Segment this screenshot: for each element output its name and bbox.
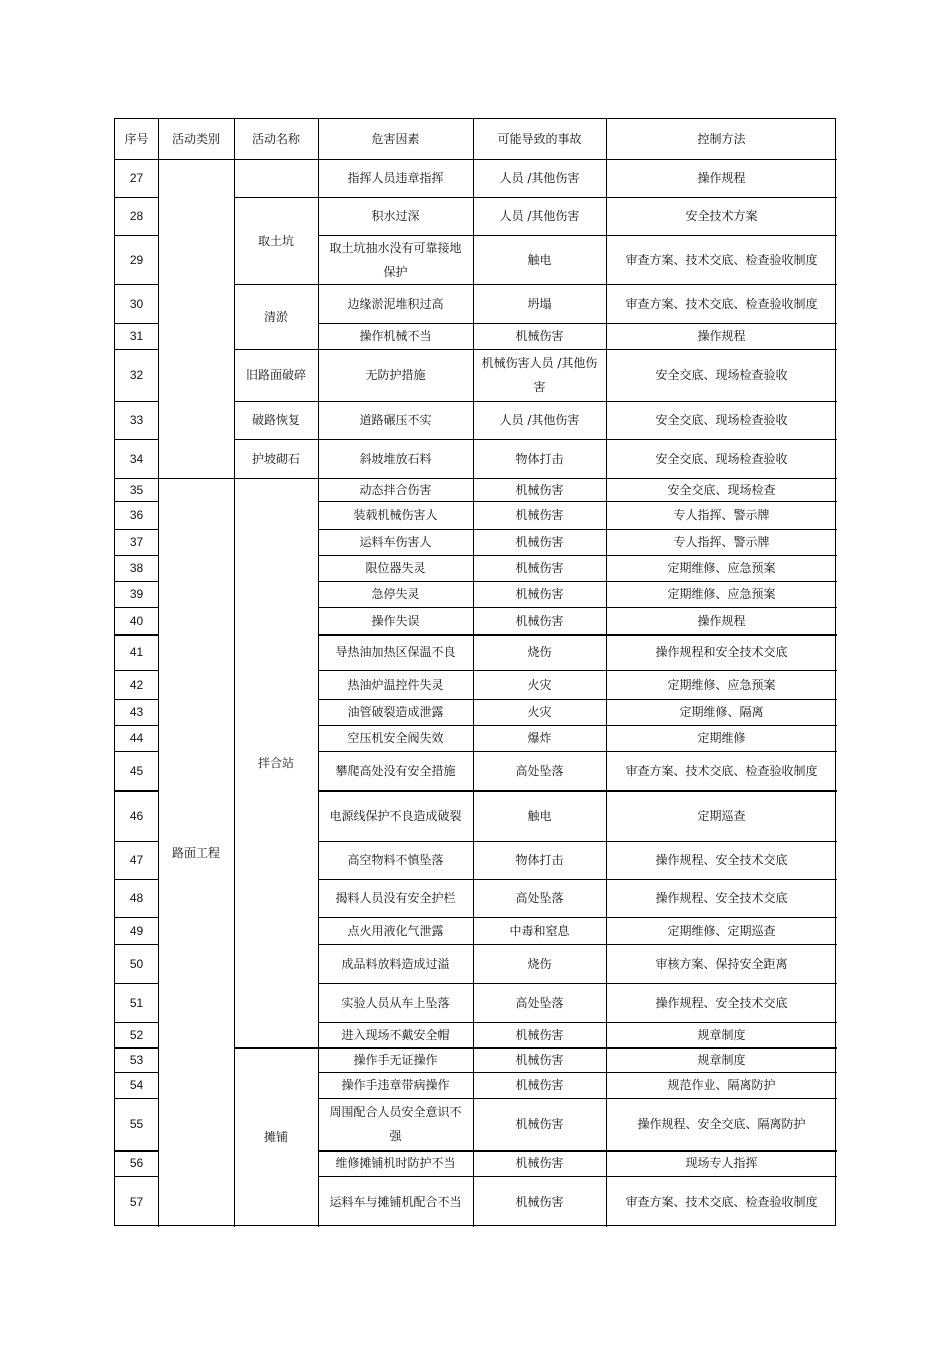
table-rule (318, 1150, 837, 1152)
row-accident: 机械伤害 (515, 1052, 564, 1067)
table-rule (318, 841, 837, 842)
table-rule (158, 478, 234, 479)
table-rule (115, 634, 158, 636)
table-rule (115, 670, 158, 671)
row-hazard: 边缘淤泥堆积过高 (347, 296, 444, 311)
activity-cell: 清淤 (263, 309, 288, 324)
row-accident: 烧伤 (527, 645, 552, 659)
row-control: 规范作业、隔离防护 (667, 1078, 776, 1092)
row-no: 54 (129, 1078, 144, 1092)
table-rule (115, 944, 158, 945)
row-no: 52 (129, 1027, 144, 1042)
row-control: 专人指挥、警示牌 (673, 535, 770, 549)
activity-cell: 旧路面破碎 (245, 368, 306, 382)
row-accident: 爆炸 (527, 731, 552, 745)
row-no: 37 (129, 535, 144, 549)
row-hazard: 揭料人员没有安全护栏 (335, 891, 456, 905)
row-hazard: 操作失误 (371, 613, 420, 628)
table-rule (234, 284, 318, 285)
table-rule (234, 1047, 318, 1049)
category-cell: 路面工程 (171, 845, 220, 860)
row-accident: 触电 (527, 252, 552, 267)
row-no: 53 (129, 1052, 144, 1067)
table-rule (115, 501, 158, 502)
row-no: 46 (129, 808, 144, 823)
table-rule (318, 1072, 837, 1073)
row-no: 27 (129, 171, 144, 185)
row-control: 定期维修、应急预案 (667, 677, 776, 692)
table-rule (234, 401, 318, 402)
row-control: 操作规程、安全技术交底 (655, 995, 788, 1010)
row-no: 34 (129, 451, 144, 466)
row-control: 审查方案、技术交底、检查验收制度 (625, 763, 818, 778)
row-hazard: 操作手无证操作 (353, 1052, 438, 1067)
row-no: 28 (129, 209, 144, 223)
row-no: 45 (129, 763, 144, 778)
table-rule (606, 119, 607, 1227)
table-rule (115, 581, 158, 582)
row-hazard: 空压机安全阀失效 (347, 731, 444, 745)
table-rule (234, 439, 318, 440)
table-rule (318, 634, 837, 636)
table-rule (473, 119, 474, 1227)
row-control: 审查方案、技术交底、检查验收制度 (625, 1194, 818, 1209)
row-no: 33 (129, 413, 144, 427)
category-cell (158, 159, 234, 478)
row-accident: 火灾 (527, 677, 552, 692)
activity-cell (234, 159, 318, 197)
row-hazard: 高空物料不慎坠落 (347, 853, 444, 867)
row-no: 43 (129, 705, 144, 719)
table-rule (115, 790, 158, 792)
row-accident: 机械伤害 (515, 1078, 564, 1092)
row-accident: 机械伤害人员 /其他伤害 (481, 356, 598, 394)
row-no: 57 (129, 1194, 144, 1209)
row-hazard: 进入现场不戴安全帽 (341, 1027, 450, 1042)
table-rule (115, 917, 158, 918)
row-accident: 机械伤害 (515, 1194, 564, 1209)
table-rule (318, 401, 837, 402)
table-rule (318, 323, 837, 324)
table-rule (115, 751, 158, 752)
table-rule (318, 1022, 837, 1023)
row-accident: 火灾 (527, 705, 552, 719)
activity-cell: 破路恢复 (251, 413, 300, 427)
row-no: 48 (129, 891, 144, 905)
row-accident: 机械伤害 (515, 587, 564, 601)
table-rule (318, 439, 837, 440)
row-accident: 人员 /其他伤害 (499, 171, 580, 185)
row-control: 操作规程 (697, 329, 746, 343)
table-rule (318, 983, 837, 984)
row-accident: 人员 /其他伤害 (499, 413, 580, 427)
row-accident: 机械伤害 (515, 508, 564, 522)
row-no: 41 (129, 645, 144, 659)
header-control: 控制方法 (697, 132, 746, 146)
table-rule (115, 699, 158, 700)
row-control: 操作规程、安全交底、隔离防护 (637, 1117, 806, 1131)
row-no: 39 (129, 587, 144, 601)
row-no: 36 (129, 508, 144, 522)
row-accident: 机械伤害 (515, 535, 564, 549)
activity-cell: 拌合站 (257, 755, 294, 770)
table-rule (318, 751, 837, 752)
row-no: 44 (129, 731, 144, 745)
row-accident: 烧伤 (527, 956, 552, 971)
table-rule (115, 235, 158, 236)
activity-cell: 护坡砌石 (251, 451, 300, 466)
row-control: 安全交底、现场检查验收 (655, 451, 788, 466)
row-hazard: 取土坑抽水没有可靠接地保护 (329, 240, 462, 279)
table-rule (318, 790, 837, 792)
row-accident: 物体打击 (515, 853, 564, 867)
header-category: 活动类别 (171, 132, 220, 146)
table-rule (115, 529, 158, 530)
row-no: 55 (129, 1117, 144, 1131)
row-hazard: 积水过深 (371, 209, 420, 223)
table-rule (318, 917, 837, 918)
table-rule (318, 879, 837, 880)
table-rule (115, 478, 158, 479)
row-control: 定期维修、应急预案 (667, 561, 776, 575)
table-rule (115, 439, 158, 440)
table-rule (115, 983, 158, 984)
row-control: 审查方案、技术交底、检查验收制度 (625, 252, 818, 267)
row-accident: 机械伤害 (515, 1117, 564, 1131)
table-rule (318, 119, 319, 1227)
table-rule (115, 1098, 158, 1099)
row-accident: 高处坠落 (515, 763, 564, 778)
table-rule (115, 284, 158, 285)
table-rule (115, 841, 158, 842)
table-rule (115, 1150, 158, 1152)
table-rule (318, 284, 837, 285)
row-no: 35 (129, 482, 144, 497)
row-control: 安全交底、现场检查 (667, 482, 776, 497)
row-control: 定期巡查 (697, 808, 746, 823)
table-rule (115, 401, 158, 402)
row-control: 定期维修 (697, 731, 746, 745)
row-control: 专人指挥、警示牌 (673, 508, 770, 522)
table-rule (318, 478, 837, 479)
table-rule (318, 197, 837, 198)
table-rule (318, 349, 837, 350)
row-hazard: 运料车与摊铺机配合不当 (329, 1194, 462, 1209)
row-hazard: 斜坡堆放石料 (359, 451, 432, 466)
row-no: 51 (129, 995, 144, 1010)
table-rule (318, 235, 837, 236)
row-no: 30 (129, 296, 144, 311)
row-hazard: 成品料放料造成过溢 (341, 956, 450, 971)
row-accident: 机械伤害 (515, 613, 564, 628)
table-rule (318, 1176, 837, 1177)
row-accident: 机械伤害 (515, 329, 564, 343)
table-rule (318, 607, 837, 608)
row-no: 38 (129, 561, 144, 575)
table-rule (318, 1098, 837, 1099)
table-rule (115, 1022, 158, 1023)
table-rule (115, 555, 158, 556)
table-rule (234, 349, 318, 350)
row-hazard: 周围配合人员安全意识不强 (329, 1105, 462, 1143)
row-control: 安全交底、现场检查验收 (655, 413, 788, 427)
row-accident: 坍塌 (527, 296, 552, 311)
row-hazard: 操作机械不当 (359, 329, 432, 343)
row-hazard: 点火用液化气泄露 (347, 923, 444, 938)
row-hazard: 油管破裂造成泄露 (347, 705, 444, 719)
row-hazard: 运料车伤害人 (359, 535, 432, 549)
row-hazard: 操作手违章带病操作 (341, 1078, 450, 1092)
table-rule (115, 323, 158, 324)
header-activity: 活动名称 (251, 132, 300, 146)
row-control: 规章制度 (697, 1052, 746, 1067)
row-control: 安全技术方案 (685, 209, 758, 223)
row-control: 审查方案、技术交底、检查验收制度 (625, 296, 818, 311)
row-no: 56 (129, 1156, 144, 1170)
row-no: 42 (129, 677, 144, 692)
row-control: 安全交底、现场检查验收 (655, 368, 788, 382)
row-hazard: 装载机械伤害人 (353, 508, 438, 522)
table-rule (234, 119, 235, 1227)
row-control: 规章制度 (697, 1027, 746, 1042)
header-accident: 可能导致的事故 (497, 132, 582, 146)
row-hazard: 限位器失灵 (365, 561, 426, 575)
row-control: 定期维修、定期巡查 (667, 923, 776, 938)
row-no: 49 (129, 923, 144, 938)
row-control: 操作规程、安全技术交底 (655, 853, 788, 867)
table-rule (318, 725, 837, 726)
table-rule (318, 529, 837, 530)
row-hazard: 实验人员从车上坠落 (341, 995, 450, 1010)
table-rule (115, 1072, 158, 1073)
row-control: 操作规程、安全技术交底 (655, 891, 788, 905)
row-control: 操作规程和安全技术交底 (655, 645, 788, 659)
table-rule (318, 670, 837, 671)
row-hazard: 攀爬高处没有安全措施 (335, 763, 456, 778)
row-accident: 人员 /其他伤害 (499, 209, 580, 223)
row-no: 31 (129, 329, 144, 343)
table-rule (115, 607, 158, 608)
row-hazard: 无防护措施 (365, 368, 426, 382)
row-hazard: 道路碾压不实 (359, 413, 432, 427)
table-rule (318, 555, 837, 556)
table-rule (318, 1047, 837, 1049)
table-rule (318, 699, 837, 700)
table-rule (234, 197, 318, 198)
table-rule (115, 349, 158, 350)
hazard-table (114, 118, 836, 1226)
table-rule (115, 725, 158, 726)
row-no: 50 (129, 956, 144, 971)
header-hazard: 危害因素 (371, 132, 420, 146)
table-rule (318, 581, 837, 582)
row-hazard: 急停失灵 (371, 587, 420, 601)
row-hazard: 热油炉温控件失灵 (347, 677, 444, 692)
row-accident: 机械伤害 (515, 1027, 564, 1042)
row-hazard: 维修摊铺机时防护不当 (335, 1156, 456, 1170)
table-rule (234, 478, 318, 479)
row-control: 操作规程 (697, 171, 746, 185)
row-control: 定期维修、隔离 (679, 705, 764, 719)
table-rule (158, 119, 159, 1227)
row-hazard: 导热油加热区保温不良 (335, 645, 456, 659)
row-control: 审核方案、保持安全距离 (655, 956, 788, 971)
row-hazard: 动态拌合伤害 (359, 482, 432, 497)
table-rule (115, 197, 158, 198)
table-rule (115, 1047, 158, 1049)
header-no: 序号 (124, 132, 149, 146)
row-accident: 触电 (527, 808, 552, 823)
row-hazard: 指挥人员违章指挥 (347, 171, 444, 185)
row-no: 32 (129, 368, 144, 382)
row-control: 定期维修、应急预案 (667, 587, 776, 601)
row-accident: 中毒和窒息 (509, 923, 570, 938)
table-rule (318, 944, 837, 945)
row-accident: 机械伤害 (515, 561, 564, 575)
row-accident: 物体打击 (515, 451, 564, 466)
table-rule (115, 879, 158, 880)
row-accident: 机械伤害 (515, 1156, 564, 1170)
row-no: 29 (129, 252, 144, 267)
activity-cell: 摊铺 (263, 1130, 288, 1144)
table-rule (115, 1176, 158, 1177)
row-no: 40 (129, 613, 144, 628)
row-control: 操作规程 (697, 613, 746, 628)
activity-cell: 取土坑 (257, 233, 294, 248)
row-accident: 高处坠落 (515, 891, 564, 905)
row-hazard: 电源线保护不良造成破裂 (329, 808, 462, 823)
table-rule (318, 501, 837, 502)
row-no: 47 (129, 853, 144, 867)
row-accident: 高处坠落 (515, 995, 564, 1010)
row-accident: 机械伤害 (515, 482, 564, 497)
row-control: 现场专人指挥 (685, 1156, 758, 1170)
table-rule (115, 159, 837, 160)
